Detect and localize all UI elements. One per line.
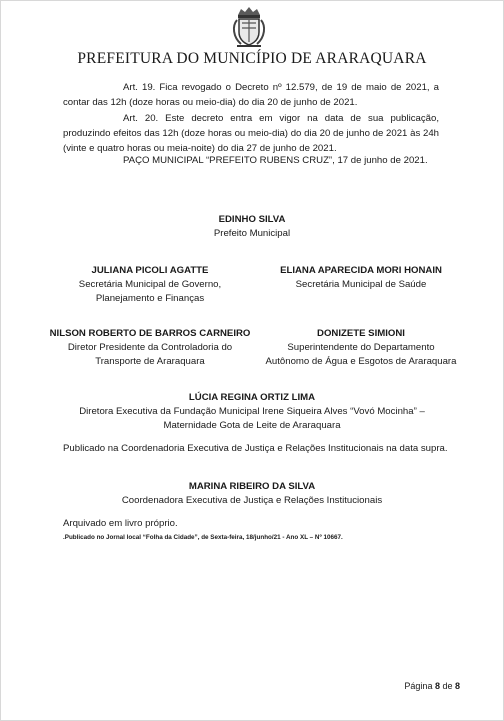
signature-mayor xyxy=(0,213,504,241)
signature-lucia xyxy=(40,391,464,433)
signer-name: DONIZETE SIMIONI xyxy=(317,328,405,339)
signature-marina xyxy=(0,480,504,508)
page-number xyxy=(404,681,460,691)
signer-role: Planejamento e Finanças xyxy=(95,293,205,304)
signer-name: NILSON ROBERTO DE BARROS CARNEIRO xyxy=(49,328,251,339)
signer-role: Secretária Municipal de Governo, xyxy=(78,279,222,290)
signer-role: Superintendente do Departamento xyxy=(287,342,435,353)
signer-role: Autônomo de Água e Esgotos de Araraquara xyxy=(265,356,457,367)
signature-nilson xyxy=(40,327,260,369)
signer-name: JULIANA PICOLI AGATTE xyxy=(91,265,209,276)
archive-notice: Arquivado em livro próprio. xyxy=(63,518,178,529)
signature-eliana xyxy=(250,264,472,292)
signer-role: Maternidade Gota de Leite de Araraquara xyxy=(163,420,341,431)
signer-role: Diretor Presidente da Controladoria do xyxy=(67,342,233,353)
art-19-paragraph: Art. 19. Fica revogado o Decreto nº 12.579, de 19 de maio de 2021, a contar das 12h (doze horas ou meio-dia) do dia 20 de junho de 2021. xyxy=(63,82,439,108)
paco-municipal-line: PAÇO MUNICIPAL “PREFEITO RUBENS CRUZ”, 17 de junho de 2021. xyxy=(123,155,428,166)
signer-name: ELIANA APARECIDA MORI HONAIN xyxy=(280,265,442,276)
signer-role: Coordenadora Executiva de Justiça e Relações Institucionais xyxy=(121,495,383,506)
page-sep: de xyxy=(439,681,455,691)
signer-name: LÚCIA REGINA ORTIZ LIMA xyxy=(188,392,316,403)
coat-of-arms-icon xyxy=(228,6,270,50)
page-current: 8 xyxy=(434,681,440,691)
signer-role: Transporte de Araraquara xyxy=(95,356,205,367)
page-total: 8 xyxy=(454,681,460,691)
signer-role: Prefeito Municipal xyxy=(213,228,291,239)
publication-notice: Publicado na Coordenadoria Executiva de Justiça e Relações Institucionais na data supra. xyxy=(63,443,448,454)
signer-role: Secretária Municipal de Saúde xyxy=(295,279,427,290)
signer-name: MARINA RIBEIRO DA SILVA xyxy=(188,481,316,492)
signature-juliana xyxy=(50,264,250,306)
art-20-paragraph: Art. 20. Este decreto entra em vigor na data de sua publicação, produzindo efeitos das 12h (doze horas ou meio-dia) do dia 20 de junho de 2021 às 24h (vinte e quatro horas ou meia-noite) do dia 27 de junho de 2021. xyxy=(63,113,439,154)
signature-donizete xyxy=(250,327,472,369)
signer-name: EDINHO SILVA xyxy=(218,214,286,225)
newspaper-note: .Publicado no Jornal local “Folha da Cidade”, de Sexta-feira, 18/junho/21 - Ano XL – Nº 10667. xyxy=(63,534,343,541)
page-label: Página xyxy=(404,681,435,691)
signer-role: Diretora Executiva da Fundação Municipal Irene Siqueira Alves “Vovó Mocinha” – xyxy=(79,406,425,417)
page-title: PREFEITURA DO MUNICÍPIO DE ARARAQUARA xyxy=(77,50,427,67)
